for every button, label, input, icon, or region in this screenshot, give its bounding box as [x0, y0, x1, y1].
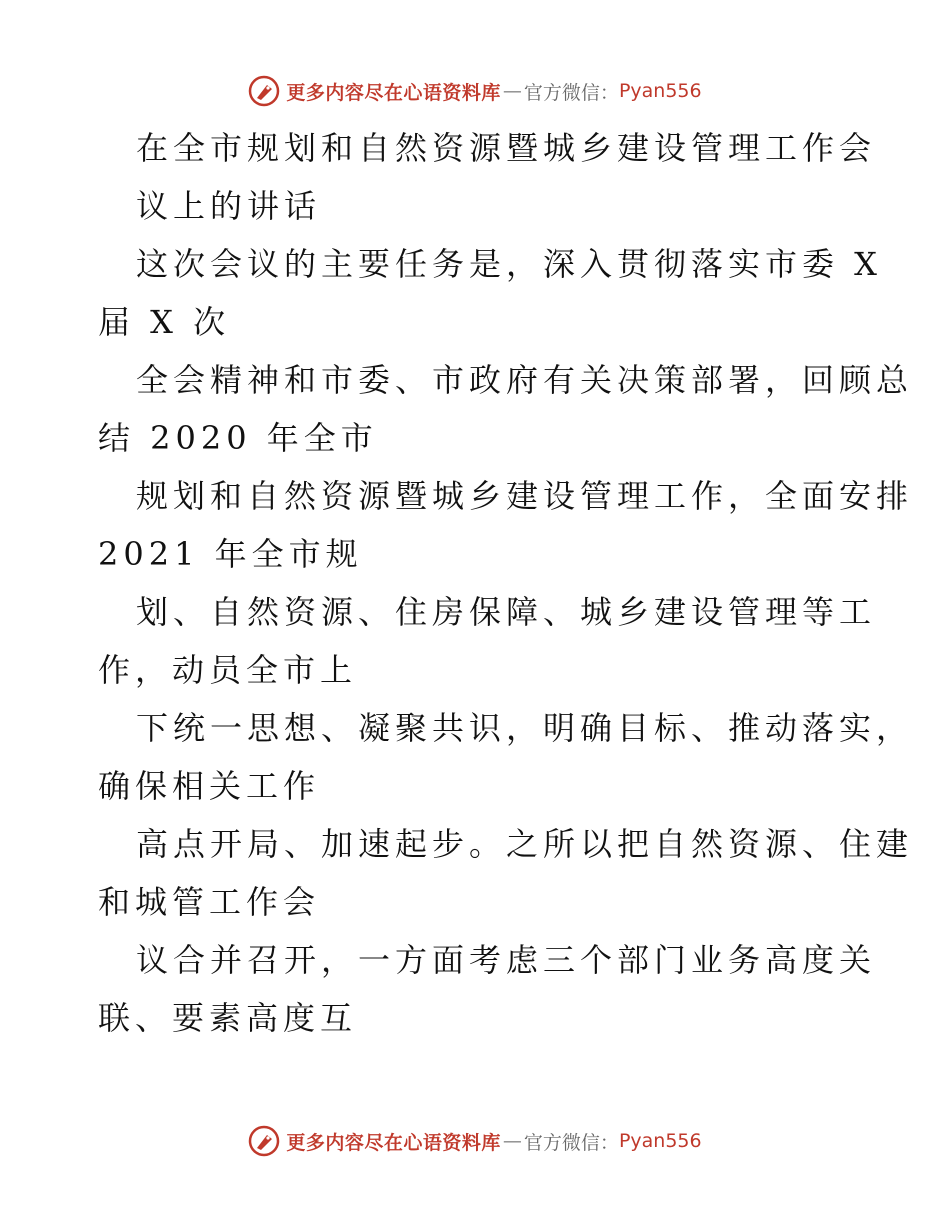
- footer-watermark: [0, 1121, 950, 1161]
- watermark-wechat-label: 官方微信：: [523, 81, 619, 104]
- doc-line: 和城管工作会: [98, 883, 321, 921]
- watermark-wechat-id: Pyan556: [618, 1130, 702, 1152]
- doc-line: 届 X 次: [98, 303, 231, 341]
- pen-nib-logo-icon: [248, 75, 280, 107]
- doc-line: 结 2020 年全市: [98, 419, 378, 457]
- watermark-separator: —: [502, 1130, 522, 1152]
- doc-line: 这次会议的主要任务是，深入贯彻落实市委 X: [136, 245, 882, 283]
- doc-line: 在全市规划和自然资源暨城乡建设管理工作会: [136, 129, 877, 167]
- watermark-brand: 更多内容尽在心语资料库: [286, 81, 501, 104]
- doc-line: 确保相关工作: [98, 767, 321, 805]
- doc-line: 划、自然资源、住房保障、城乡建设管理等工: [136, 593, 877, 631]
- watermark-wechat-label: 官方微信：: [523, 1131, 619, 1154]
- header-watermark: [0, 71, 950, 111]
- watermark-wechat-id: Pyan556: [618, 80, 702, 102]
- watermark-brand: 更多内容尽在心语资料库: [286, 1131, 501, 1154]
- doc-line: 2021 年全市规: [98, 535, 363, 573]
- pen-nib-logo-icon: [248, 1125, 280, 1157]
- doc-line: 全会精神和市委、市政府有关决策部署，回顾总: [136, 361, 914, 399]
- watermark-separator: —: [502, 80, 522, 102]
- doc-line: 作，动员全市上: [98, 651, 358, 689]
- doc-line: 议上的讲话: [136, 187, 322, 225]
- doc-line: 联、要素高度互: [98, 999, 358, 1037]
- doc-line: 议合并召开，一方面考虑三个部门业务高度关: [136, 941, 877, 979]
- doc-line: 下统一思想、凝聚共识，明确目标、推动落实，: [136, 709, 914, 747]
- doc-line: 规划和自然资源暨城乡建设管理工作，全面安排: [136, 477, 914, 515]
- doc-line: 高点开局、加速起步。之所以把自然资源、住建: [136, 825, 914, 863]
